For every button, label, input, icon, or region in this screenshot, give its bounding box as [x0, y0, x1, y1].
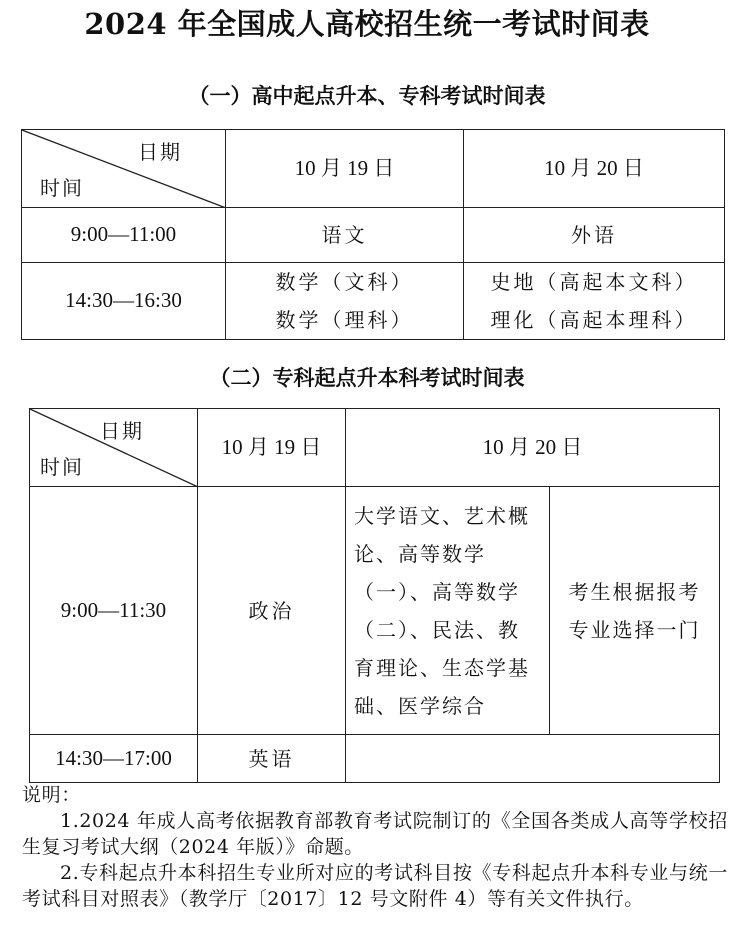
subject-line: 育理论、生态学基 — [354, 655, 530, 680]
subject-cell — [226, 263, 464, 340]
date-header: 10 月 19 日 — [226, 130, 464, 208]
time-label: 时间 — [40, 176, 84, 200]
date-label: 日期 — [100, 419, 144, 443]
section1-heading: （一）高中起点升本、专科考试时间表 — [188, 83, 546, 108]
time-cell: 9:00—11:30 — [30, 487, 198, 735]
subject-cell: 英语 — [198, 735, 346, 783]
date-header: 10 月 19 日 — [198, 409, 346, 487]
subject-line: 论、高等数学 — [354, 541, 486, 566]
schedule-table-2 — [29, 408, 720, 783]
note-item: 1.2024 年成人高考依据教育部教育考试院制订的《全国各类成人高等学校招生复习考试大纲（2024 年版）》命题。 — [22, 810, 728, 858]
subject-line: 础、医学综合 — [354, 693, 486, 718]
time-label: 时间 — [40, 455, 84, 479]
date-label: 日期 — [138, 140, 182, 164]
note-line: 专业选择一门 — [568, 617, 701, 642]
subject-line: （二）、民法、教 — [354, 617, 520, 642]
notes-section — [22, 782, 728, 912]
corner-header-cell — [30, 409, 198, 487]
subject-list-cell — [346, 487, 550, 735]
selection-note-cell — [550, 487, 720, 735]
time-cell: 14:30—17:00 — [30, 735, 198, 783]
subject-line: 大学语文、艺术概 — [354, 503, 530, 528]
subject-line: 史地（高起本文科） — [490, 270, 698, 294]
note-line: 考生根据报考 — [568, 579, 701, 604]
note-item: 2.专科起点升本科招生专业所对应的考试科目按《专科起点升本科专业与统一考试科目对照表》（教学厅〔2017〕12 号文附件 4）等有关文件执行。 — [22, 862, 728, 910]
date-header: 10 月 20 日 — [464, 130, 725, 208]
page-title: 2024 年全国成人高校招生统一考试时间表 — [84, 7, 650, 41]
section2-heading: （二）专科起点升本科考试时间表 — [209, 365, 525, 390]
subject-cell — [464, 263, 725, 340]
subject-line: （一）、高等数学 — [354, 579, 520, 604]
notes-label: 说明： — [22, 784, 81, 806]
empty-cell — [346, 735, 720, 783]
subject-cell: 外语 — [464, 208, 725, 263]
subject-line: 数学（理科） — [275, 308, 414, 332]
time-cell: 14:30—16:30 — [22, 263, 226, 340]
subject-cell: 政治 — [198, 487, 346, 735]
date-header: 10 月 20 日 — [346, 409, 720, 487]
schedule-table-1 — [21, 129, 725, 340]
time-cell: 9:00—11:00 — [22, 208, 226, 263]
subject-line: 理化（高起本理科） — [490, 308, 698, 332]
subject-cell: 语文 — [226, 208, 464, 263]
corner-header-cell — [22, 130, 226, 208]
subject-line: 数学（文科） — [275, 270, 414, 294]
